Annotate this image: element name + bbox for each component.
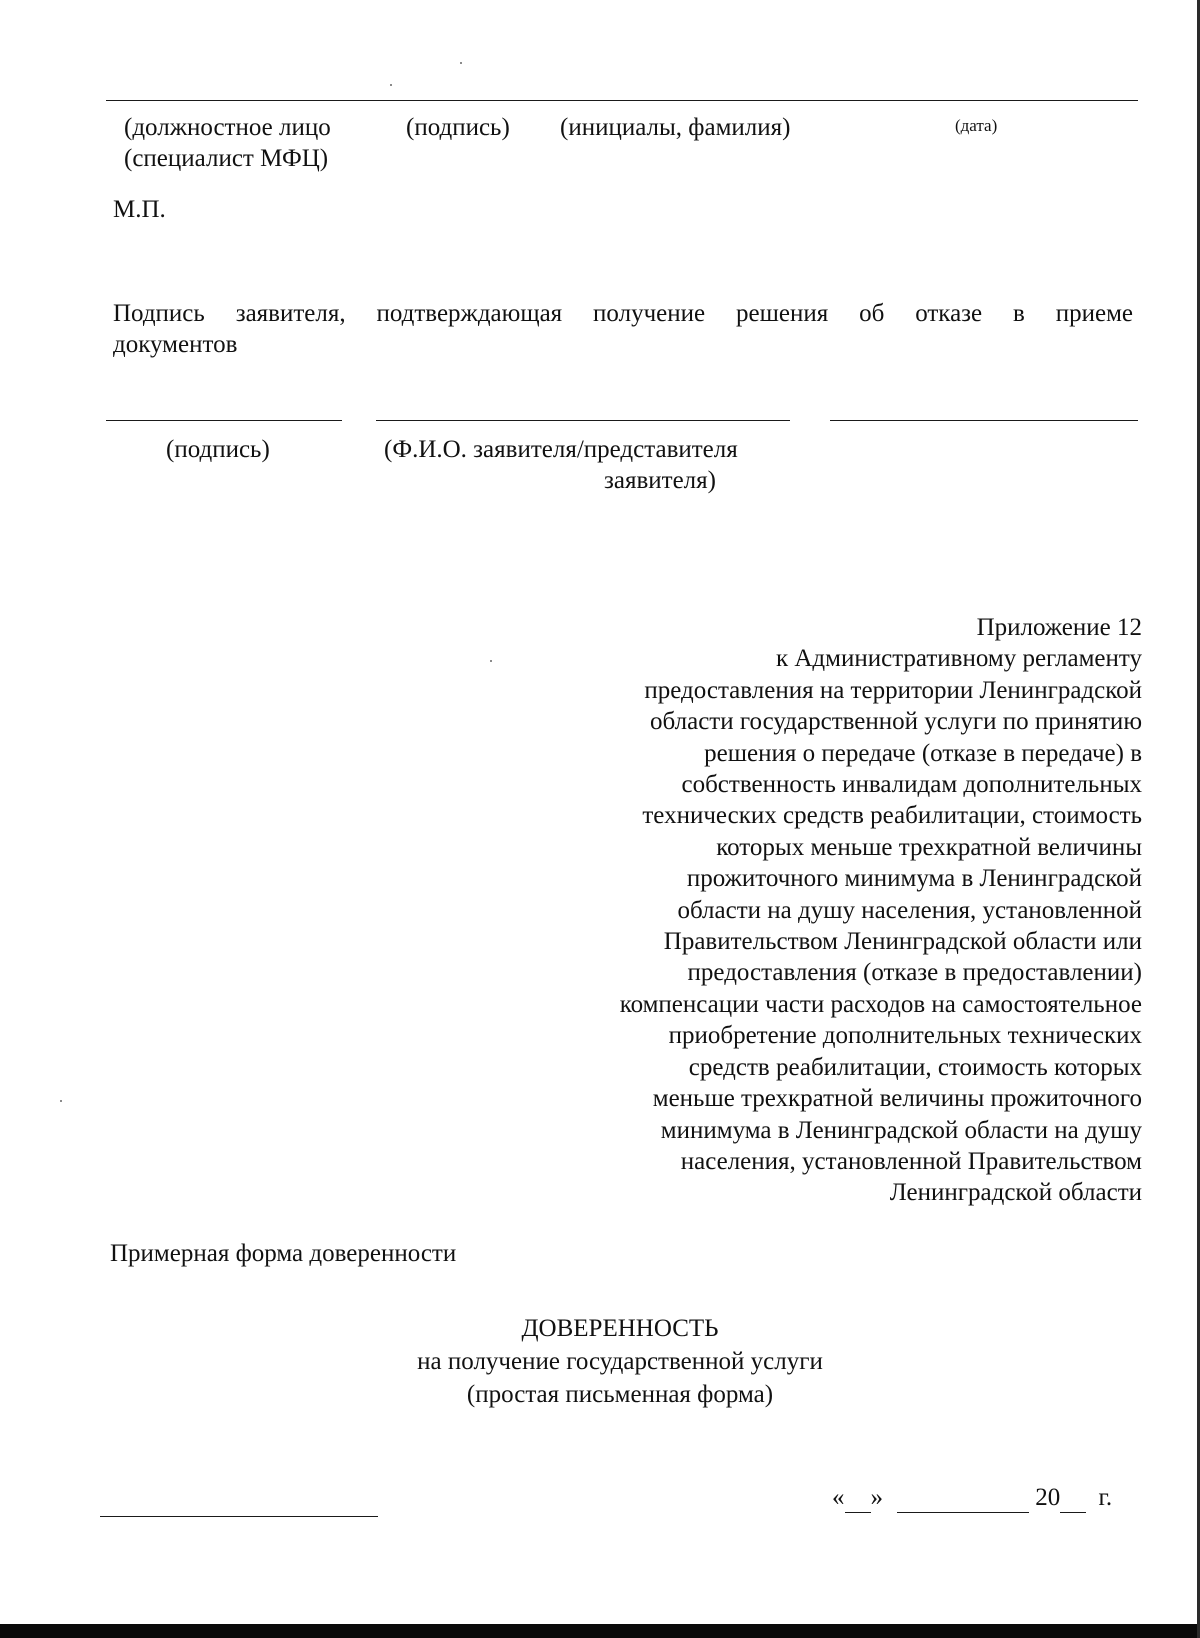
applicant-date-line [830, 420, 1138, 421]
name-label-line1: (Ф.И.О. заявителя/представителя [384, 436, 738, 463]
confirmation-line1: Подпись заявителя, подтверждающая получение решения об отказе в приеме [113, 300, 1133, 327]
form-intro: Примерная форма доверенности [110, 1240, 457, 1267]
appendix-line: предоставления (отказе в предоставлении) [687, 959, 1142, 987]
official-label-line2: (специалист МФЦ) [124, 145, 329, 172]
date-close-quote: » [870, 1484, 883, 1511]
appendix-line: к Административному регламенту [775, 645, 1142, 673]
scan-speck [460, 62, 462, 64]
appendix-line: собственность инвалидам дополнительных [681, 771, 1142, 799]
appendix-line: технических средств реабилитации, стоимость [642, 802, 1142, 830]
initials-label: (инициалы, фамилия) [560, 114, 791, 141]
document-title: ДОВЕРЕННОСТЬ [521, 1315, 719, 1342]
appendix-line: минимума в Ленинградской области на душу [660, 1116, 1142, 1144]
year-prefix: 20 [1035, 1484, 1061, 1511]
appendix-line: прожиточного минимума в Ленинградской [686, 865, 1142, 893]
top-signature-line [106, 100, 1138, 101]
date-line [832, 1482, 1112, 1513]
scan-speck [60, 1100, 62, 1102]
date-label: (дата) [955, 116, 998, 135]
appendix-line: компенсации части расходов на самостоятельное [619, 990, 1142, 1018]
date-open-quote: « [832, 1484, 845, 1511]
appendix-line: которых меньше трехкратной величины [716, 833, 1142, 861]
applicant-signature-label: (подпись) [166, 436, 270, 463]
appendix-line: средств реабилитации, стоимость которых [688, 1053, 1142, 1081]
appendix-line: области государственной услуги по принятию [650, 708, 1142, 736]
place-line [100, 1516, 378, 1517]
signature-label-top: (подпись) [406, 114, 510, 141]
appendix-line: предоставления на территории Ленинградской [644, 676, 1142, 704]
document-form-type: (простая письменная форма) [466, 1381, 774, 1408]
appendix-line: Правительством Ленинградской области или [663, 928, 1142, 956]
appendix-heading [522, 612, 1142, 1209]
document-title-block [320, 1312, 920, 1411]
document-subtitle: на получение государственной услуги [417, 1348, 823, 1375]
appendix-line: области на душу населения, установленной [677, 896, 1142, 924]
applicant-name-label [370, 434, 800, 496]
scan-speck [490, 660, 492, 662]
applicant-signature-line [106, 420, 342, 421]
official-label-line1: (должностное лицо [124, 114, 331, 141]
confirmation-line2: документов [113, 331, 238, 358]
applicant-name-line [376, 420, 790, 421]
applicant-confirmation-text [113, 298, 1133, 360]
appendix-line: приобретение дополнительных технических [668, 1022, 1142, 1050]
scan-bottom-edge [0, 1624, 1200, 1638]
official-label [124, 112, 331, 174]
name-label-line2: заявителя) [604, 467, 716, 494]
appendix-line: населения, установленной Правительством [680, 1147, 1142, 1175]
appendix-line: решения о передаче (отказе в передаче) в [704, 739, 1142, 767]
year-suffix: г. [1098, 1484, 1113, 1511]
appendix-line: меньше трехкратной величины прожиточного [652, 1085, 1142, 1113]
scan-speck [390, 84, 392, 86]
appendix-line: Ленинградской области [889, 1179, 1142, 1207]
stamp-label: М.П. [113, 196, 166, 223]
appendix-line: Приложение 12 [976, 614, 1142, 641]
